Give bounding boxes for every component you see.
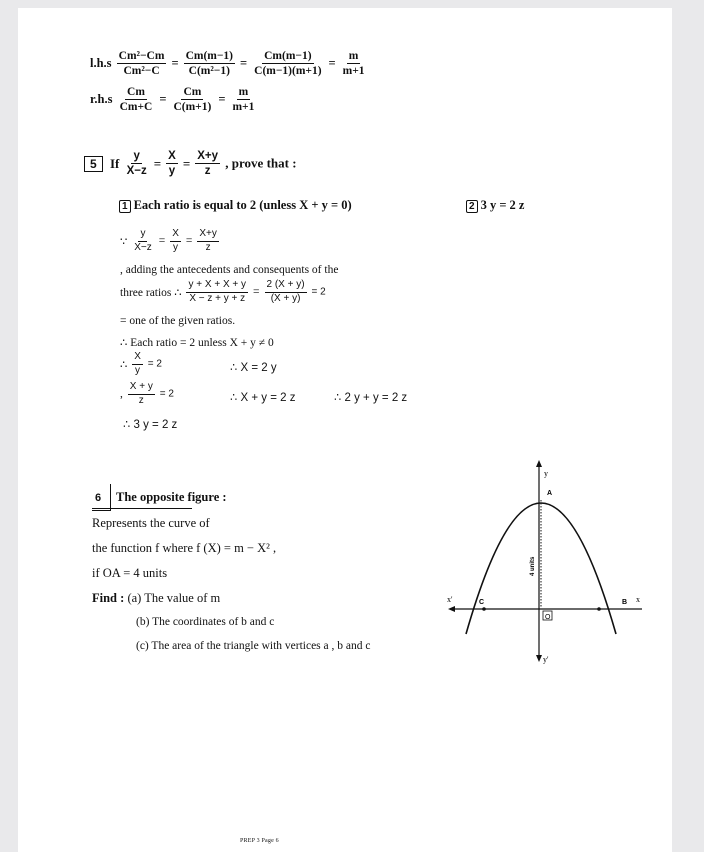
q5-ratio-3 — [195, 150, 220, 177]
q5-adding-text: , adding the antecedents and consequents of the — [120, 264, 339, 276]
point-b-label: B — [622, 599, 628, 606]
y-prime-arrow-icon — [536, 655, 542, 662]
part-1-number: 1 — [119, 200, 131, 213]
numerator: Cm²−Cm — [117, 50, 167, 64]
parabola-curve — [466, 503, 616, 634]
denominator: y — [135, 364, 141, 376]
x-prime-label: x' — [447, 595, 453, 604]
numerator: X+y — [197, 229, 219, 242]
denominator: X−z — [126, 165, 147, 178]
q5-step-1-result: ∴ X = 2 y — [230, 362, 277, 374]
q5-part-2 — [466, 198, 524, 213]
x-label: x — [636, 595, 640, 604]
numerator: m — [237, 86, 251, 100]
comma-symbol: , — [120, 388, 123, 400]
q6-title: The opposite figure : — [116, 490, 227, 504]
numerator: m — [347, 50, 361, 64]
parabola-figure — [418, 452, 654, 668]
q5-ratio-2 — [166, 150, 178, 177]
denominator: y — [168, 165, 176, 178]
denominator: z — [205, 241, 211, 253]
denominator: X−z — [134, 241, 152, 253]
numerator: X — [132, 352, 143, 365]
q5-step-1 — [120, 352, 162, 376]
numerator: 2 (X + y) — [265, 280, 307, 293]
x-prime-arrow-icon — [448, 606, 455, 612]
q5-if: If — [109, 155, 120, 171]
q6-line-2: the function f where f (X) = m − X² , — [92, 541, 277, 555]
page-footer: PREP 3 Page 6 — [240, 838, 279, 844]
lhs-fraction-3 — [252, 50, 323, 77]
oa-length-label: 4 units — [530, 556, 536, 576]
denominator: X − z + y + z — [189, 292, 246, 304]
y-axis-arrow-icon — [536, 460, 542, 467]
q6-underline — [92, 508, 192, 509]
lhs-fraction-1 — [117, 50, 167, 77]
rhs-fraction-3 — [230, 86, 256, 113]
find-label: Find : — [92, 591, 125, 605]
q5-one-of: = one of the given ratios. — [120, 315, 236, 327]
numerator: y + X + X + y — [186, 280, 248, 293]
q5-prove: , prove that : — [225, 155, 297, 171]
denominator: z — [138, 394, 144, 406]
rhs-fraction-2 — [171, 86, 213, 113]
denominator: C(m+1) — [173, 101, 212, 114]
because-ratio-3 — [197, 229, 219, 253]
therefore-symbol: ∴ — [120, 359, 128, 371]
equals-two: = 2 — [311, 286, 326, 298]
denominator: m+1 — [342, 65, 365, 78]
numerator: y — [138, 229, 147, 242]
point-b-dot — [597, 607, 601, 611]
q5-three-ratios: three ratios ∴ $\frac{y + X + X + y}{X - z + y + z}$ = $\frac{2 (X + y)}{(X + y)}$ = 2 — [120, 279, 326, 304]
sum-fraction-2 — [265, 280, 307, 304]
lhs-label: l.h.s — [90, 56, 112, 71]
step-2-fraction — [128, 382, 155, 406]
numerator: Cm(m−1) — [262, 50, 313, 64]
denominator: Cm+C — [119, 101, 153, 114]
numerator: Cm — [125, 86, 147, 100]
q5-step-2-result: ∴ X + y = 2 z — [230, 392, 296, 404]
part-1-text: Each ratio is equal to 2 (unless X + y = 0) — [133, 198, 352, 212]
q5-header: 5 If $\frac{y}{X-z}$ = $\frac{X}{y}$ = $\frac{X+y}{z}$ , prove that : — [84, 150, 297, 177]
numerator: Cm(m−1) — [184, 50, 235, 64]
denominator: Cm²−C — [123, 65, 160, 78]
lhs-equation: l.h.s $\frac{\text{Cm²−Cm}}{\text{Cm²−C}}$ = $\frac{Cm(m-1)}{\text{C(m²−1)}}$ = $\frac{Cm(m-1)}{C(m-1)(m+1)}$ = $\frac{m}{m+1}$ — [90, 50, 365, 78]
q5-number: 5 — [84, 156, 103, 172]
denominator: C(m−1)(m+1) — [254, 65, 322, 78]
point-a-label: A — [547, 490, 553, 497]
q5-each-ratio: ∴ Each ratio = 2 unless X + y ≠ 0 — [120, 337, 274, 349]
denominator: (X + y) — [270, 292, 301, 304]
denominator: y — [173, 241, 179, 253]
numerator: y — [131, 150, 141, 164]
q5-part-1 — [119, 198, 352, 213]
q6-line-1: Represents the curve of — [92, 516, 210, 530]
numerator: X — [166, 150, 178, 164]
equals-two: = 2 — [147, 358, 162, 370]
rhs-fraction-1 — [118, 86, 155, 113]
point-c-label: C — [479, 599, 485, 606]
numerator: Cm — [181, 86, 203, 100]
rhs-label: r.h.s — [90, 92, 113, 107]
part-a: (a) The value of m — [127, 591, 221, 605]
because-ratio-1 — [132, 229, 154, 253]
worksheet-page — [18, 8, 672, 852]
part-2-number: 2 — [466, 200, 478, 213]
numerator: X — [170, 229, 181, 242]
lhs-fraction-4 — [341, 50, 367, 77]
q5-step-2 — [120, 382, 174, 406]
y-prime-label: y' — [543, 655, 549, 664]
because-symbol: ∵ — [120, 236, 128, 248]
point-c-dot — [482, 607, 486, 611]
numerator: X+y — [195, 150, 220, 164]
lhs-fraction-2 — [184, 50, 235, 77]
because-ratio-2 — [170, 229, 181, 253]
y-label: y — [544, 469, 548, 478]
q5-ratio-1 — [125, 150, 149, 177]
q6-part-b: (b) The coordinates of b and c — [136, 616, 275, 628]
denominator: z — [204, 165, 211, 178]
q6-number: 6 — [95, 492, 102, 504]
denominator: C(m²−1) — [188, 65, 230, 78]
q6-line-3: if OA = 4 units — [92, 566, 168, 580]
origin-label: O — [545, 614, 551, 621]
step-1-fraction — [132, 352, 143, 376]
equals-two: = 2 — [159, 388, 174, 400]
q5-because-line: ∵ $\frac{y}{X-z}$ = $\frac{X}{y}$ = $\frac{X+y}{z}$ — [120, 228, 217, 253]
denominator: m+1 — [232, 101, 255, 114]
q5-final: ∴ 3 y = 2 z — [123, 419, 178, 431]
q5-step-2-result-2: ∴ 2 y + y = 2 z — [334, 392, 408, 404]
part-2-text: 3 y = 2 z — [480, 198, 525, 212]
rhs-equation: r.h.s $\frac{Cm}{Cm+C}$ = $\frac{Cm}{C(m+1)}$ = $\frac{m}{m+1}$ — [90, 86, 255, 114]
q6-find — [92, 591, 220, 606]
sum-fraction — [186, 280, 248, 304]
three-ratios-text: three ratios ∴ — [120, 287, 182, 299]
numerator: X + y — [128, 382, 155, 395]
q6-part-c: (c) The area of the triangle with vertices a , b and c — [136, 640, 371, 652]
